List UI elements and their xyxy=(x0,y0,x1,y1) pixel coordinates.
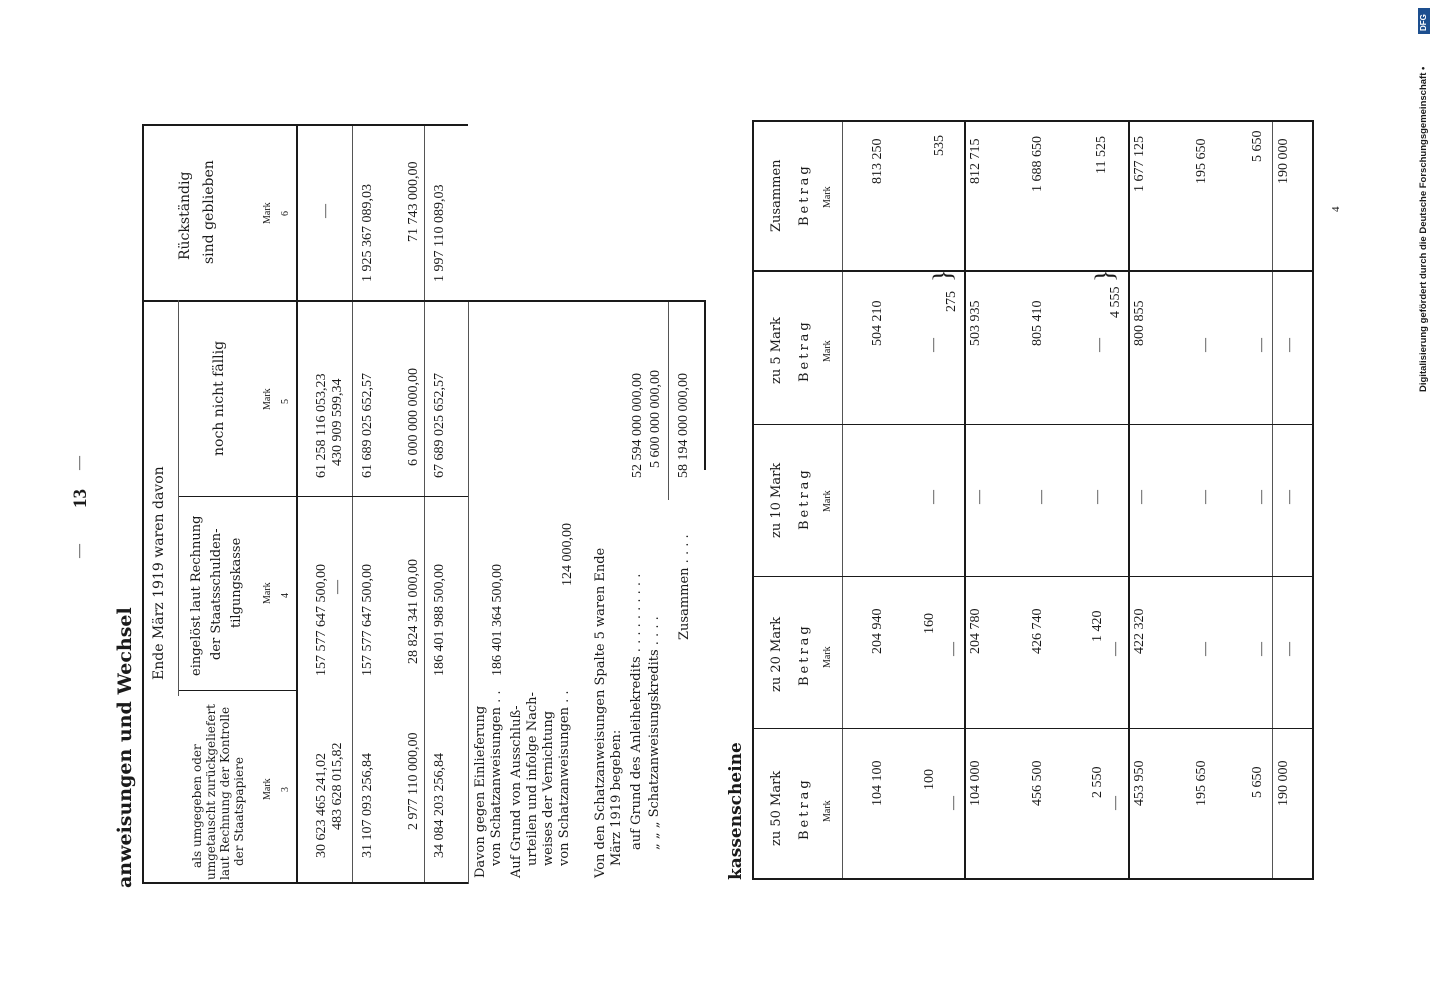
col3-unit: Mark xyxy=(262,778,273,800)
c20-v10: — xyxy=(1282,642,1297,656)
r4-c4: 186 401 988 500,00 xyxy=(432,564,447,676)
note3-value-d: 5 600 000 000,00 xyxy=(648,370,663,468)
upper-rule-sub1 xyxy=(352,124,353,884)
r2-c5: 61 689 025 652,57 xyxy=(360,373,375,478)
c20-v5: 1 420 xyxy=(1090,610,1105,642)
note2-line-d: von Schatzanweisungen . . xyxy=(557,690,572,866)
col3-header-l1: als umgegeben oder xyxy=(190,744,204,868)
r1-c5b: 430 909 599,34 xyxy=(330,378,345,466)
c5-v0: 504 210 xyxy=(870,300,885,346)
c10-v6: — xyxy=(1254,490,1269,504)
col4-header-l3: tilgungskasse xyxy=(229,537,244,628)
r3-c5: 6 000 000 000,00 xyxy=(406,368,421,466)
r1-c3b: 483 628 015,82 xyxy=(330,742,345,830)
page-mark: 4 xyxy=(1330,206,1342,212)
c50-v6: — xyxy=(1108,796,1123,810)
lower-rule-row-a xyxy=(964,120,966,880)
c10-v2: — xyxy=(1034,490,1049,504)
c50-v0: 104 100 xyxy=(870,760,885,806)
note3-line-b: März 1919 begeben: xyxy=(609,729,624,866)
lower-rule-row-b xyxy=(1128,120,1130,880)
note2-line-c: weises der Vernichtung xyxy=(541,710,556,866)
c20-v6: — xyxy=(1108,642,1123,656)
c5-header-l2: Betrag xyxy=(797,319,812,382)
col6-unit: Mark xyxy=(262,202,273,224)
c5-v9: — xyxy=(1254,338,1269,352)
c20-v3: 204 780 xyxy=(968,608,983,654)
c10-v0: — xyxy=(926,490,941,504)
c20-v1: 160 xyxy=(922,613,937,634)
c20-v8: — xyxy=(1198,642,1213,656)
c50-v4: 456 500 xyxy=(1030,760,1045,806)
r1-c3a: 30 623 465 241,02 xyxy=(314,753,329,858)
total-header-l2: Betrag xyxy=(797,163,812,226)
note3-value-c: 52 594 000 000,00 xyxy=(630,373,645,478)
col6-header-l1: Rückständig xyxy=(177,171,193,260)
upper-col-sep-5-6 xyxy=(142,300,706,302)
col3-header-l3: laut Rechnung der Kontrolle xyxy=(218,706,232,880)
lower-rule-header xyxy=(842,120,843,880)
upper-col-sep-3-4 xyxy=(178,690,298,691)
note3-value-e: 58 194 000 000,00 xyxy=(676,373,691,478)
page-dash-right: — xyxy=(72,456,87,470)
col3-header-l2: umgetauscht zurückgeliefert xyxy=(204,703,218,880)
c50-v3: 104 000 xyxy=(968,760,983,806)
r1-c6: — xyxy=(318,204,333,218)
c50-v2: — xyxy=(946,796,961,810)
c50-header-l1: zu 50 Mark xyxy=(769,770,784,846)
c5-v7: 800 855 xyxy=(1132,300,1147,346)
total-unit: Mark xyxy=(822,186,833,208)
note1-line-b: von Schatzanweisungen . . xyxy=(489,690,504,866)
c20-header-l1: zu 20 Mark xyxy=(769,616,784,692)
note3-line-c: auf Grund des Anleihekredits . . . . . . . . . . xyxy=(629,573,644,850)
col4-header-l2: der Staatsschulden- xyxy=(209,528,224,660)
c10-v7: — xyxy=(1282,490,1297,504)
col5-number: 5 xyxy=(280,399,291,404)
tot-v0: 813 250 xyxy=(870,138,885,184)
tot-v3: 1 688 650 xyxy=(1030,136,1045,192)
lower-rule-right xyxy=(1312,120,1314,880)
c50-v5: 2 550 xyxy=(1090,766,1105,798)
upper-rule-right xyxy=(704,300,706,470)
note1-line-a: Davon gegen Einlieferung xyxy=(473,705,488,878)
r2-c6: 1 925 367 089,03 xyxy=(360,184,375,282)
c5-v2: 275 xyxy=(944,291,959,312)
c20-unit: Mark xyxy=(822,646,833,668)
r2-c3: 31 107 093 256,84 xyxy=(360,753,375,858)
tot-v5: 1 677 125 xyxy=(1132,136,1147,192)
c10-unit: Mark xyxy=(822,490,833,512)
c50-v7: 453 950 xyxy=(1132,760,1147,806)
c10-v3: — xyxy=(1090,490,1105,504)
total-header-l1: Zusammen xyxy=(769,159,784,232)
lower-rule-left xyxy=(752,120,754,880)
c50-v1: 100 xyxy=(922,769,937,790)
upper-col-sep-3 xyxy=(142,882,468,884)
upper-group-header: Ende März 1919 waren davon xyxy=(151,466,167,680)
c5-v4: 805 410 xyxy=(1030,300,1045,346)
c10-v1: — xyxy=(972,490,987,504)
lower-col-sep-50-20 xyxy=(752,728,1314,729)
upper-heading: anweisungen und Wechsel xyxy=(114,607,136,888)
c10-v4: — xyxy=(1134,490,1149,504)
tot-v6: 195 650 xyxy=(1194,138,1209,184)
col4-header-l1: eingelöst laut Rechnung xyxy=(189,515,204,676)
note3-line-d: „ „ „ Schatzanweisungskredits . . . . xyxy=(647,616,662,850)
note2-value: 124 000,00 xyxy=(560,523,575,586)
note3-line-a: Von den Schatzanweisungen Spalte 5 waren Ende xyxy=(593,547,608,878)
r3-c4: 28 824 341 000,00 xyxy=(406,559,421,664)
dfg-logo: DFG xyxy=(1418,8,1430,34)
c10-v5: — xyxy=(1198,490,1213,504)
c10-header-l2: Betrag xyxy=(797,467,812,530)
lower-col-sep-5-total xyxy=(752,270,1314,272)
r4-c6: 1 997 110 089,03 xyxy=(432,184,447,282)
lower-top-rule xyxy=(752,120,1314,122)
tot-v8: 190 000 xyxy=(1276,138,1291,184)
lower-rule-row-c xyxy=(1272,120,1273,880)
upper-rule-header xyxy=(296,124,298,884)
col4-unit: Mark xyxy=(262,582,273,604)
c10-header-l1: zu 10 Mark xyxy=(769,462,784,538)
col5-header-l1: noch nicht fällig xyxy=(211,340,227,456)
c20-v0: 204 940 xyxy=(870,608,885,654)
lower-col-sep-10-5 xyxy=(752,424,1314,425)
brace-1: } xyxy=(928,269,957,282)
r1-c4a: 157 577 647 500,00 xyxy=(314,564,329,676)
col4-number: 4 xyxy=(280,593,291,598)
r1-c5a: 61 258 116 053,23 xyxy=(314,373,329,478)
upper-rule-sub2 xyxy=(424,124,425,884)
lower-heading: kassenscheine xyxy=(726,742,746,880)
c20-v7: 422 320 xyxy=(1132,608,1147,654)
c5-v8: — xyxy=(1198,338,1213,352)
upper-col-sep-4-5 xyxy=(178,496,468,497)
lower-col-sep-20-10 xyxy=(752,576,1314,577)
c50-header-l2: Betrag xyxy=(797,777,812,840)
c20-header-l2: Betrag xyxy=(797,623,812,686)
c50-v10: 190 000 xyxy=(1276,760,1291,806)
note2-line-b: urteilen und infolge Nach- xyxy=(525,692,540,866)
c5-unit: Mark xyxy=(822,340,833,362)
upper-rule-sub3 xyxy=(468,300,469,884)
c20-v9: — xyxy=(1254,642,1269,656)
r3-c6: 71 743 000,00 xyxy=(406,161,421,242)
note2-line-a: Auf Grund von Ausschluß- xyxy=(509,705,524,878)
col6-header-l2: sind geblieben xyxy=(201,160,217,264)
tot-v1: 535 xyxy=(932,135,947,156)
c50-v8: 195 650 xyxy=(1194,760,1209,806)
upper-rule-left xyxy=(142,124,144,884)
upper-rule-sum xyxy=(668,300,669,500)
page-dash-left: — xyxy=(72,544,87,558)
r4-c5: 67 689 025 652,57 xyxy=(432,373,447,478)
r1-c4b: — xyxy=(330,580,345,594)
c50-v9: 5 650 xyxy=(1250,766,1265,798)
digitization-credit: Digitalisierung gefördert durch die Deutsche Forschungsgemeinschaft • xyxy=(1418,66,1429,392)
c20-v2: — xyxy=(946,642,961,656)
c5-v3: 503 935 xyxy=(968,300,983,346)
r4-c3: 34 084 203 256,84 xyxy=(432,753,447,858)
c5-header-l1: zu 5 Mark xyxy=(769,317,784,384)
col5-unit: Mark xyxy=(262,388,273,410)
c50-unit: Mark xyxy=(822,800,833,822)
col6-number: 6 xyxy=(280,211,291,216)
upper-group-header-rule xyxy=(178,300,179,696)
c5-v5: — xyxy=(1092,338,1107,352)
r2-c4: 157 577 647 500,00 xyxy=(360,564,375,676)
note1-value: 186 401 364 500,00 xyxy=(490,564,505,676)
lower-bottom-rule xyxy=(752,878,1314,880)
c5-v10: — xyxy=(1282,338,1297,352)
r3-c3: 2 977 110 000,00 xyxy=(406,732,421,830)
page-number: 13 xyxy=(70,489,91,508)
c20-v4: 426 740 xyxy=(1030,608,1045,654)
col3-header-l4: der Staatspapiere xyxy=(232,757,246,866)
c5-v6: 4 555 xyxy=(1108,286,1123,318)
c5-v1: — xyxy=(926,338,941,352)
col3-number: 3 xyxy=(280,787,291,792)
tot-v7: 5 650 xyxy=(1250,130,1265,162)
upper-top-rule xyxy=(142,124,468,126)
tot-v4: 11 525 xyxy=(1094,136,1109,174)
note3-line-e: Zusammen . . . . xyxy=(677,534,692,640)
tot-v2: 812 715 xyxy=(968,138,983,184)
brace-2: } xyxy=(1090,269,1119,282)
